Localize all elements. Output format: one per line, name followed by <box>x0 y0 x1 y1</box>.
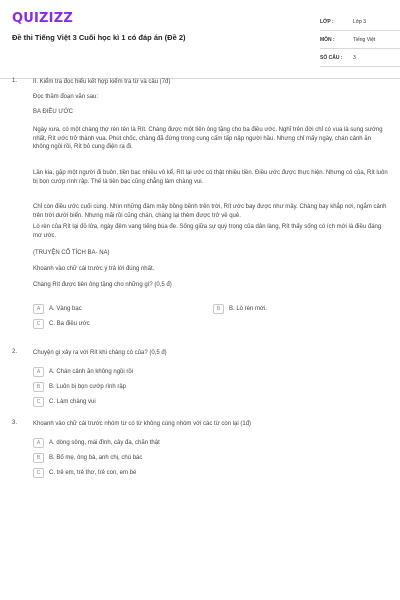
option-letter-box: C <box>33 468 44 478</box>
section-heading: II. Kiểm tra đọc hiểu kết hợp kiểm tra từ và câu (7đ) <box>33 79 171 85</box>
quizizz-logo[interactable]: QUIZIZZ <box>12 11 73 26</box>
story-title: BA ĐIỀU ƯỚC <box>33 109 73 115</box>
option-letter-box: C <box>33 319 44 329</box>
option-b[interactable] <box>213 304 393 314</box>
option-text: B. Bố mẹ, ông bà, anh chị, chú bác <box>49 454 143 461</box>
question-number: 1. <box>12 78 18 84</box>
question-text: Khoanh vào chữ cái trước nhóm từ có từ không cùng nhóm với các từ còn lại (1đ) <box>33 421 252 427</box>
option-text: C. trẻ em, trẻ thơ, trẻ con, em bé <box>49 469 137 476</box>
option-b[interactable] <box>33 453 213 463</box>
option-letter-box: B <box>33 382 44 392</box>
question-3 <box>12 420 388 483</box>
answer-options <box>33 367 388 412</box>
option-c[interactable] <box>33 468 213 478</box>
meta-label-subject: MÔN : <box>320 36 335 43</box>
meta-value-subject: Tiếng Việt <box>353 36 376 43</box>
story-paragraph: Lò rèn của Rít lại đỏ lửa, ngày đêm vang tiếng búa đe. Sống giữa sự quý trọng của dân làng, Rít thấy sống có ích mới là điều đáng mơ ước. <box>33 224 382 239</box>
option-text: C. Ba điều ước <box>49 321 90 327</box>
option-c[interactable] <box>33 319 213 329</box>
question-number: 2. <box>12 349 18 355</box>
instruction-text: Đọc thầm đoạn văn sau: <box>33 94 99 100</box>
option-letter-box: A <box>33 304 44 314</box>
meta-label-question-count: SỐ CÂU : <box>320 54 343 61</box>
meta-row-question-count <box>320 49 400 67</box>
option-text: C. Làm chàng vui <box>49 398 96 405</box>
meta-row-subject <box>320 31 400 49</box>
meta-table <box>320 13 400 67</box>
meta-label-class: LỚP : <box>320 18 334 25</box>
answer-options <box>33 438 388 483</box>
option-text: A. Vàng bạc <box>49 306 82 312</box>
option-letter-box: A <box>33 438 44 448</box>
option-c[interactable] <box>33 397 213 407</box>
option-text: B. Lò rèn mới. <box>229 306 267 312</box>
meta-row-class <box>320 13 400 31</box>
option-text: B. Luôn bị bọn cướp rình rập <box>49 383 126 390</box>
answer-options <box>33 304 393 334</box>
question-number: 3. <box>12 420 18 426</box>
meta-value-class: Lớp 3 <box>353 18 367 25</box>
worksheet-header <box>12 9 388 71</box>
story-paragraph: Ngày xưa, có một chàng thợ rèn tên là Rít. Chàng được một tiên ông tặng cho ba điều ước. Nghĩ trên đời chỉ có vua là sung sướng nhất, Rít ước trở thành vua. Phút chốc, chàng đã đứng trong cung cấm tấp nập người hầu. Nhưng chỉ mấy ngày, chán cảnh ăn không ngồi rồi, Rít bỏ cung điện ra đi. <box>33 127 383 151</box>
meta-value-question-count: 3 <box>353 54 356 61</box>
question-2 <box>12 349 388 412</box>
question-text: Chuyện gì xảy ra với Rít khi chàng có của? (0,5 đ) <box>33 350 167 356</box>
page-title: Đề thi Tiếng Việt 3 Cuối học kì 1 có đáp án (Đề 2) <box>12 33 186 42</box>
option-letter-box: A <box>33 367 44 377</box>
option-text: A. Chán cảnh ăn không ngồi rồi <box>49 368 134 375</box>
question-text: Chàng Rít được tiên ông tặng cho những gì? (0,5 đ) <box>33 282 172 288</box>
option-letter-box: B <box>213 304 224 314</box>
option-b[interactable] <box>33 382 213 392</box>
option-a[interactable] <box>33 304 213 314</box>
option-a[interactable] <box>33 367 213 377</box>
option-a[interactable] <box>33 438 213 448</box>
option-text: A. dòng sông, mái đình, cây đa, chăn thật <box>49 439 160 446</box>
story-paragraph: Lần kia, gặp một người đi buôn, tiền bạc nhiều vô kể, Rít lại ước có thật nhiều tiền. Điều ước được thực hiện. Nhưng có của, Rít luôn bị bọn cướp rình rập. Thế là tiền bạc cũng chẳng làm chàng vui. <box>33 170 388 185</box>
option-letter-box: C <box>33 397 44 407</box>
instruction-text: Khoanh vào chữ cái trước ý trả lời đúng nhất. <box>33 266 155 272</box>
story-paragraph: Chỉ còn điều ước cuối cùng. Nhìn những đám mây bồng bềnh trên trời, Rít ước bay được như mây. Chàng bay khắp nơi, ngắm cảnh trên trời dưới biển. Nhưng mãi rồi cũng chán, chàng lại thèm được trở về quê. <box>33 204 387 219</box>
story-source: (TRUYỆN CỔ TÍCH BA- NA) <box>33 250 110 256</box>
option-letter-box: B <box>33 453 44 463</box>
